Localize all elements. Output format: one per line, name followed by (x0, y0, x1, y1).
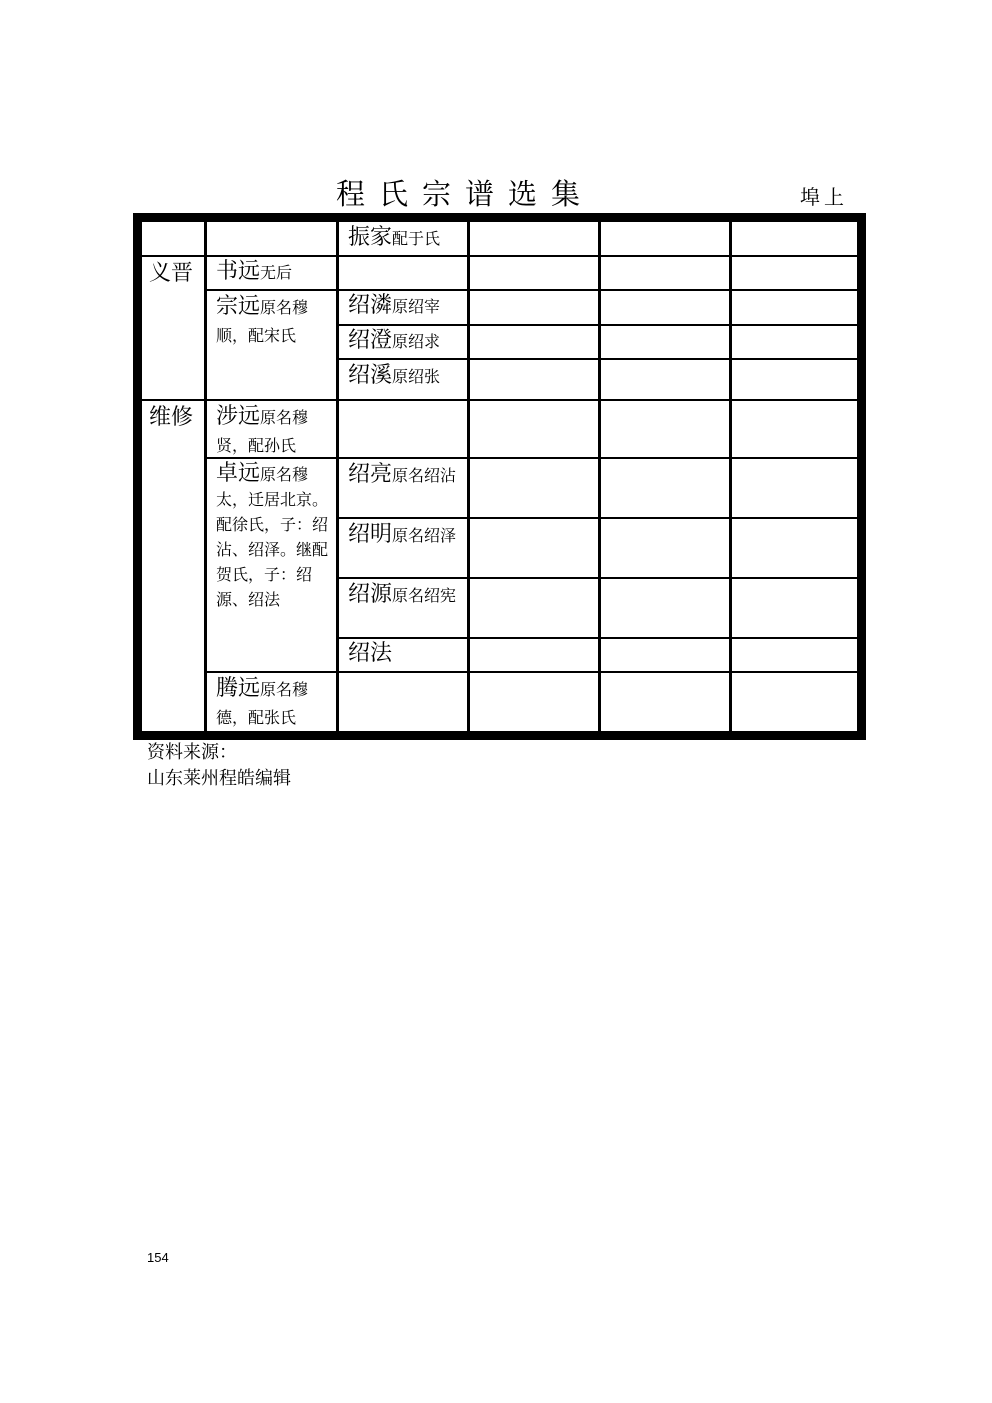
person-name: 振家 (348, 225, 393, 250)
table-cell (470, 401, 598, 457)
person-note: 原名绍宪 (392, 586, 457, 605)
source-label: 资料来源： (147, 742, 237, 763)
source-note (147, 740, 291, 792)
table-cell (470, 222, 598, 255)
person-note: 原名穆顺，配宋氏 (216, 298, 309, 345)
generation-weixiu: 维修 (142, 401, 204, 731)
table-cell (339, 401, 467, 457)
person-name: 绍法 (348, 641, 393, 666)
table-cell (339, 257, 467, 289)
table-cell (470, 639, 598, 671)
place-name: 埠上 (800, 185, 848, 209)
person-tengyuan (207, 673, 336, 731)
person-shaoliang (339, 459, 467, 517)
person-note: 原名穆贤，配孙氏 (216, 408, 309, 455)
table-cell (470, 257, 598, 289)
person-note: 原绍宰 (392, 297, 441, 316)
person-shaoxi (339, 360, 467, 399)
table-cell (470, 360, 598, 399)
person-name: 绍明 (348, 522, 393, 547)
table-cell (601, 401, 729, 457)
person-note: 原名穆德，配张氏 (216, 680, 309, 727)
person-zhuoyuan (207, 459, 336, 671)
table-cell (470, 519, 598, 577)
person-name: 绍潾 (348, 293, 393, 318)
table-cell (601, 579, 729, 637)
person-note: 原名绍沾 (392, 466, 457, 485)
page-number: 154 (147, 1250, 169, 1265)
table-cell (601, 326, 729, 358)
person-note: 原绍张 (392, 367, 441, 386)
table-cell (732, 291, 857, 324)
table-cell (732, 579, 857, 637)
person-note: 原名穆太，迁居北京。配徐氏，子：绍沾、绍泽。继配贺氏，子：绍源、绍法 (216, 465, 329, 609)
table-cell (732, 401, 857, 457)
table-cell (470, 291, 598, 324)
person-name: 绍源 (348, 582, 393, 607)
table-cell (601, 639, 729, 671)
person-shaofa (339, 639, 467, 671)
person-name: 绍澄 (348, 328, 393, 353)
person-shaocheng (339, 326, 467, 358)
table-cell (732, 222, 857, 255)
table-cell (732, 519, 857, 577)
person-shaoyuan (339, 579, 467, 637)
table-cell (732, 360, 857, 399)
table-cell (470, 673, 598, 731)
person-name: 涉远 (216, 404, 261, 429)
person-shuyuan (207, 257, 336, 289)
table-cell (732, 673, 857, 731)
person-name: 绍亮 (348, 462, 393, 487)
table-cell (207, 222, 336, 255)
table-cell (732, 639, 857, 671)
person-name: 绍溪 (348, 363, 393, 388)
person-sheyuan (207, 401, 336, 457)
generation-yijin: 义晋 (142, 257, 204, 399)
table-cell (732, 257, 857, 289)
person-note: 配于氏 (392, 229, 441, 248)
person-name: 卓远 (216, 461, 261, 486)
page-title: 程氏宗谱选集 (335, 177, 594, 211)
table-cell (732, 459, 857, 517)
person-note: 无后 (260, 263, 293, 282)
person-shaolin (339, 291, 467, 324)
person-zhenjia (339, 222, 467, 255)
table-cell (339, 673, 467, 731)
table-cell (601, 257, 729, 289)
table-cell (601, 519, 729, 577)
table-cell (470, 579, 598, 637)
person-zongyuan (207, 291, 336, 399)
table-cell (601, 291, 729, 324)
table-cell (142, 222, 204, 255)
person-note: 原名绍泽 (392, 526, 457, 545)
table-cell (470, 326, 598, 358)
person-note: 原绍求 (392, 332, 441, 351)
table-cell (601, 673, 729, 731)
table-cell (601, 459, 729, 517)
person-shaoming (339, 519, 467, 577)
table-cell (732, 326, 857, 358)
person-name: 腾远 (216, 676, 261, 701)
genealogy-table (133, 213, 866, 740)
source-text: 山东莱州程皓编辑 (147, 768, 291, 789)
table-cell (601, 222, 729, 255)
table-cell (601, 360, 729, 399)
person-name: 书远 (216, 259, 261, 284)
table-cell (470, 459, 598, 517)
person-name: 宗远 (216, 294, 261, 319)
